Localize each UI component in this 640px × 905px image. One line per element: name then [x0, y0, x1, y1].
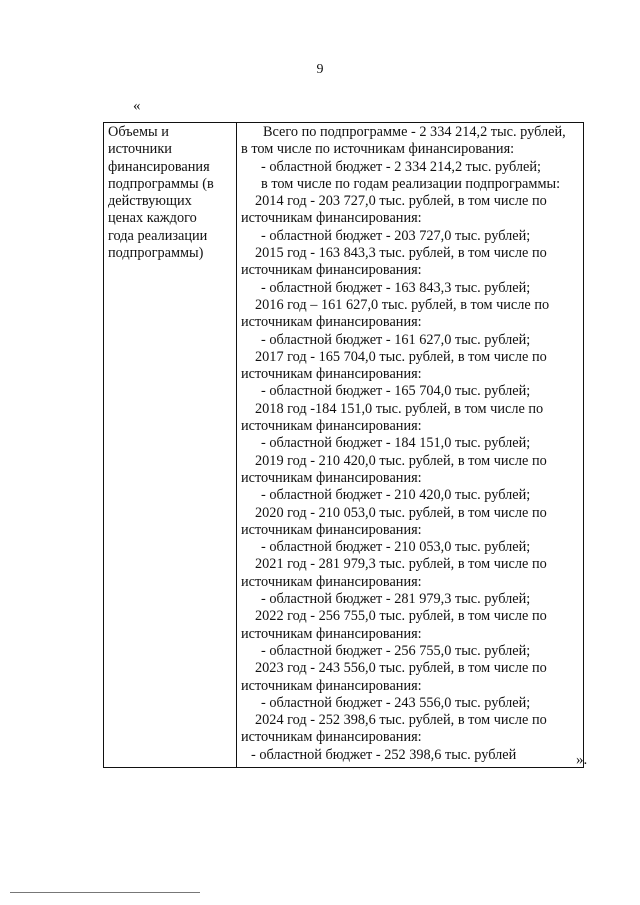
budget-line: - областной бюджет - 184 151,0 тыс. рублей;	[261, 435, 531, 452]
opening-quote-mark: «	[133, 98, 141, 114]
label-line: года реализации	[108, 227, 208, 244]
year-line: 2015 год - 163 843,3 тыс. рублей, в том числе по	[255, 245, 547, 262]
budget-line: - областной бюджет - 165 704,0 тыс. рублей;	[261, 383, 531, 400]
year-line: 2017 год - 165 704,0 тыс. рублей, в том числе по	[255, 348, 547, 365]
label-line: подпрограммы (в	[108, 175, 214, 192]
closing-quote-mark: ».	[576, 752, 588, 768]
content-cell	[237, 123, 584, 768]
budget-line: - областной бюджет - 210 053,0 тыс. рублей;	[261, 539, 531, 556]
budget-line: - областной бюджет - 281 979,3 тыс. рублей;	[261, 591, 531, 608]
content-line: источникам финансирования:	[241, 418, 422, 435]
content-line: источникам финансирования:	[241, 521, 422, 538]
budget-line: - областной бюджет - 163 843,3 тыс. рублей;	[261, 279, 531, 296]
label-line: ценах каждого	[108, 210, 197, 227]
content-line: - областной бюджет - 2 334 214,2 тыс. рублей;	[261, 158, 541, 175]
label-line: подпрограммы)	[108, 245, 204, 262]
budget-line: - областной бюджет - 243 556,0 тыс. рублей;	[261, 694, 531, 711]
year-line: 2020 год - 210 053,0 тыс. рублей, в том числе по	[255, 504, 547, 521]
page-number: 9	[316, 62, 324, 77]
year-line: 2016 год – 161 627,0 тыс. рублей, в том числе по	[255, 296, 550, 313]
label-line: источники	[108, 141, 172, 158]
funding-table-row	[104, 123, 584, 768]
total-line: Всего по подпрограмме - 2 334 214,2 тыс. рублей,	[263, 124, 566, 140]
content-line: в том числе по годам реализации подпрограммы:	[261, 175, 561, 192]
content-line: источникам финансирования:	[241, 573, 422, 590]
content-line: источникам финансирования:	[241, 366, 422, 383]
budget-line: - областной бюджет - 203 727,0 тыс. рублей;	[261, 227, 531, 244]
label-line: действующих	[108, 193, 192, 210]
content-line: источникам финансирования:	[241, 210, 422, 227]
content-line: источникам финансирования:	[241, 677, 422, 694]
year-line: 2021 год - 281 979,3 тыс. рублей, в том числе по	[255, 556, 547, 573]
content-line: источникам финансирования:	[241, 625, 422, 642]
budget-line: - областной бюджет - 256 755,0 тыс. рублей;	[261, 642, 531, 659]
year-line: 2022 год - 256 755,0 тыс. рублей, в том числе по	[255, 608, 547, 625]
year-line: 2018 год -184 151,0 тыс. рублей, в том числе по	[255, 400, 544, 417]
year-line: 2014 год - 203 727,0 тыс. рублей, в том числе по	[255, 193, 547, 210]
year-line: 2024 год - 252 398,6 тыс. рублей, в том числе по	[255, 712, 547, 729]
content-line: источникам финансирования:	[241, 262, 422, 279]
budget-line: - областной бюджет - 252 398,6 тыс. рублей	[251, 746, 517, 763]
content-line: источникам финансирования:	[241, 469, 422, 486]
content-line: в том числе по источникам финансирования:	[241, 141, 515, 158]
content-line: источникам финансирования:	[241, 729, 422, 746]
budget-line: - областной бюджет - 210 420,0 тыс. рублей;	[261, 487, 531, 504]
label-line: Объемы и	[108, 124, 169, 140]
year-line: 2019 год - 210 420,0 тыс. рублей, в том числе по	[255, 452, 547, 469]
budget-line: - областной бюджет - 161 627,0 тыс. рублей;	[261, 331, 531, 348]
funding-table	[103, 122, 584, 768]
label-line: финансирования	[108, 158, 210, 175]
footer-divider	[10, 892, 200, 893]
label-cell	[104, 123, 237, 768]
year-line: 2023 год - 243 556,0 тыс. рублей, в том числе по	[255, 660, 547, 677]
content-line: источникам финансирования:	[241, 314, 422, 331]
